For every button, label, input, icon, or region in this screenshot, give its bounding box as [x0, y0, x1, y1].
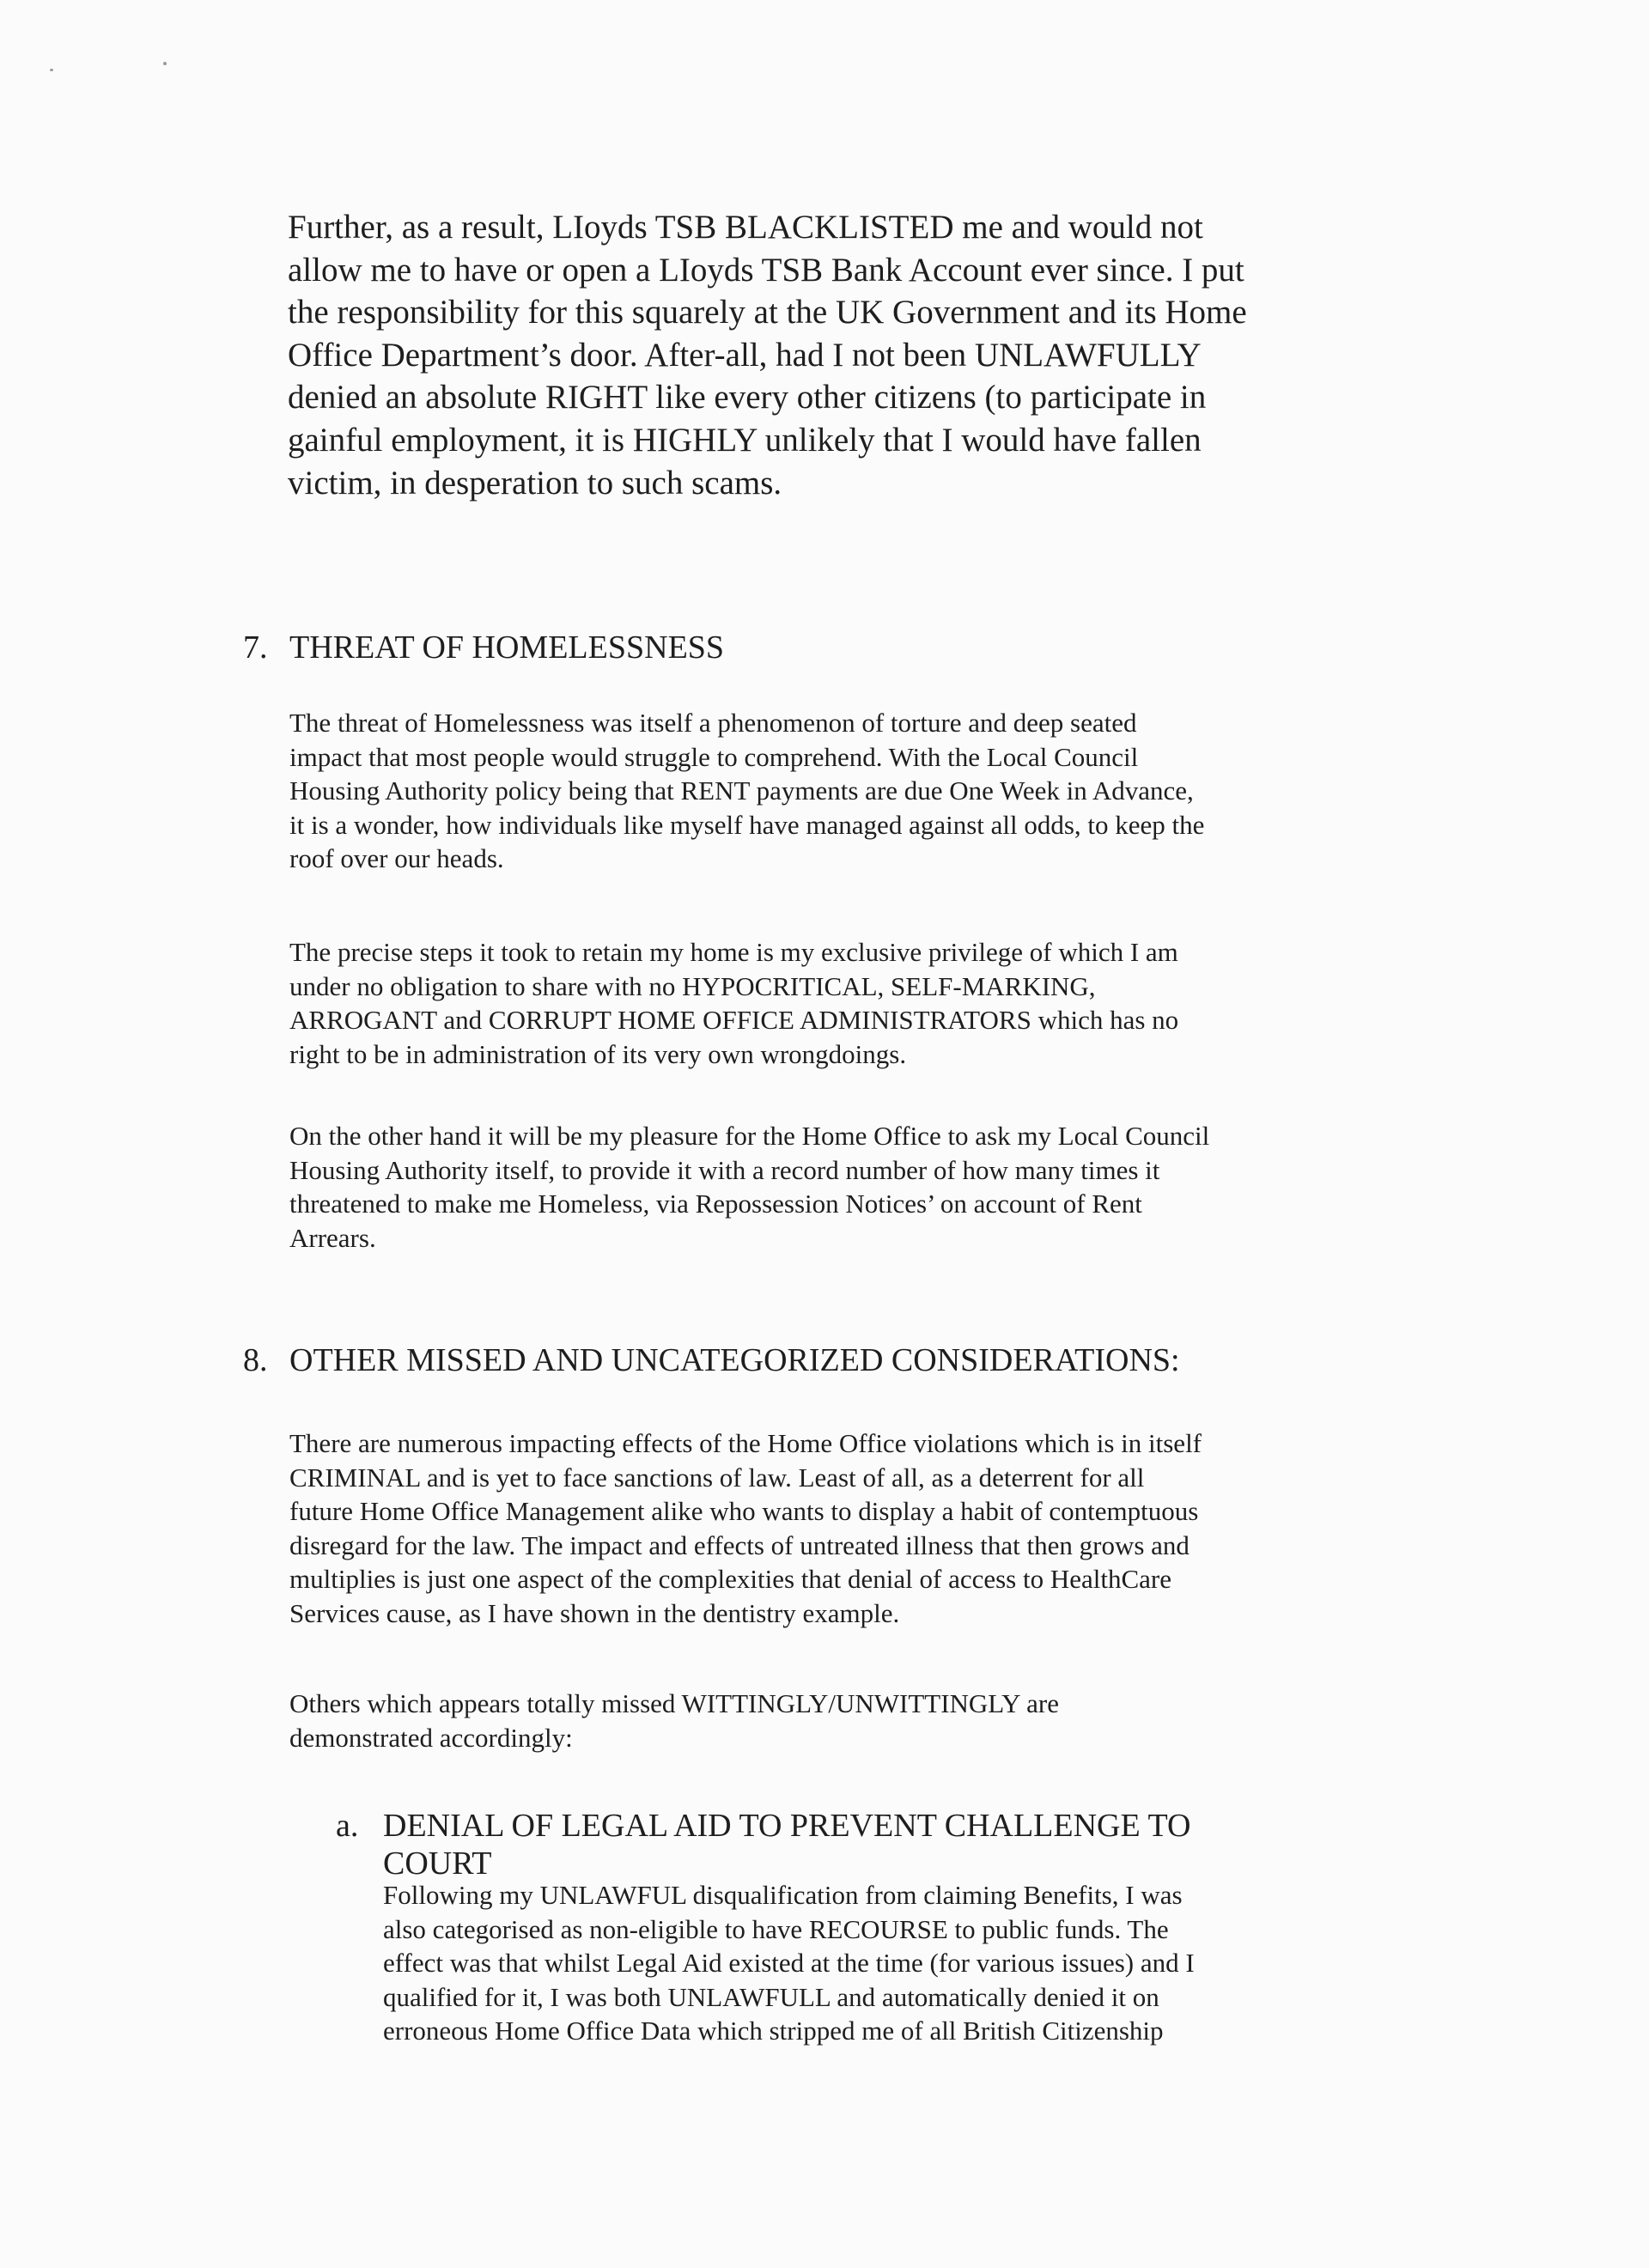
text-line: gainful employment, it is HIGHLY unlikely that I would have fallen [288, 421, 1202, 459]
text-line: roof over our heads. [289, 843, 504, 873]
text-line: There are numerous impacting effects of the Home Office violations which is in itself [289, 1428, 1202, 1458]
text-line: Housing Authority itself, to provide it with a record number of how many times it [289, 1154, 1160, 1185]
text-line: The precise steps it took to retain my home is my exclusive privilege of which I am [289, 937, 1178, 967]
text-line: Further, as a result, LIoyds TSB BLACKLISTED me and would not [288, 209, 1203, 246]
section-8-paragraph-2 [289, 1687, 1059, 1754]
text-line: CRIMINAL and is yet to face sanctions of law. Least of all, as a deterrent for all [289, 1462, 1145, 1493]
text-line: Others which appears totally missed WITTINGLY/UNWITTINGLY are [289, 1688, 1059, 1718]
section-number: 8. [243, 1342, 268, 1378]
text-line: The threat of Homelessness was itself a phenomenon of torture and deep seated [289, 708, 1137, 738]
text-line: Arrears. [289, 1222, 376, 1253]
section-8-paragraph-1 [289, 1426, 1202, 1630]
subsection-letter: a. [336, 1808, 359, 1844]
text-line: demonstrated accordingly: [289, 1722, 573, 1753]
subsection-a-body [383, 1878, 1195, 2048]
text-line: victim, in desperation to such scams. [288, 464, 782, 502]
text-line: under no obligation to share with no HYPOCRITICAL, SELF-MARKING, [289, 970, 1096, 1001]
text-line: denied an absolute RIGHT like every other citizens (to participate in [288, 379, 1207, 417]
text-line: Services cause, as I have shown in the dentistry example. [289, 1597, 900, 1628]
subsection-title-line: DENIAL OF LEGAL AID TO PREVENT CHALLENGE TO [383, 1808, 1191, 1844]
text-line: it is a wonder, how individuals like myself have managed against all odds, to keep the [289, 809, 1205, 840]
text-line: also categorised as non-eligible to have RECOURSE to public funds. The [383, 1913, 1169, 1944]
text-line: Office Department’s door. After-all, had I not been UNLAWFULLY [288, 336, 1202, 374]
section-title: OTHER MISSED AND UNCATEGORIZED CONSIDERATIONS: [289, 1342, 1180, 1378]
scan-speck [163, 62, 167, 65]
text-line: impact that most people would struggle to comprehend. With the Local Council [289, 741, 1139, 772]
text-line: On the other hand it will be my pleasure for the Home Office to ask my Local Council [289, 1121, 1210, 1151]
text-line: the responsibility for this squarely at the UK Government and its Home [288, 294, 1247, 331]
subsection-title-line: COURT [383, 1845, 492, 1882]
section-number: 7. [243, 629, 268, 666]
text-line: ARROGANT and CORRUPT HOME OFFICE ADMINISTRATORS which has no [289, 1005, 1179, 1035]
text-line: disregard for the law. The impact and effects of untreated illness that then grows and [289, 1529, 1190, 1560]
intro-paragraph [288, 206, 1247, 504]
text-line: right to be in administration of its very own wrongdoings. [289, 1038, 907, 1069]
text-line: Housing Authority policy being that RENT payments are due One Week in Advance, [289, 775, 1194, 806]
section-7-paragraph-1 [289, 706, 1204, 876]
text-line: Following my UNLAWFUL disqualification from claiming Benefits, I was [383, 1880, 1183, 1910]
section-7-paragraph-3 [289, 1119, 1209, 1255]
text-line: threatened to make me Homeless, via Repossession Notices’ on account of Rent [289, 1189, 1142, 1219]
section-title: THREAT OF HOMELESSNESS [289, 629, 725, 666]
text-line: erroneous Home Office Data which stripped me of all British Citizenship [383, 2016, 1164, 2046]
scan-speck [50, 69, 53, 71]
text-line: allow me to have or open a LIoyds TSB Bank Account ever since. I put [288, 251, 1244, 289]
text-line: multiplies is just one aspect of the complexities that denial of access to HealthCare [289, 1564, 1172, 1594]
text-line: future Home Office Management alike who wants to display a habit of contemptuous [289, 1496, 1199, 1526]
text-line: effect was that whilst Legal Aid existed at the time (for various issues) and I [383, 1948, 1195, 1978]
text-line: qualified for it, I was both UNLAWFULL and automatically denied it on [383, 1981, 1159, 2012]
section-7-paragraph-2 [289, 935, 1178, 1071]
